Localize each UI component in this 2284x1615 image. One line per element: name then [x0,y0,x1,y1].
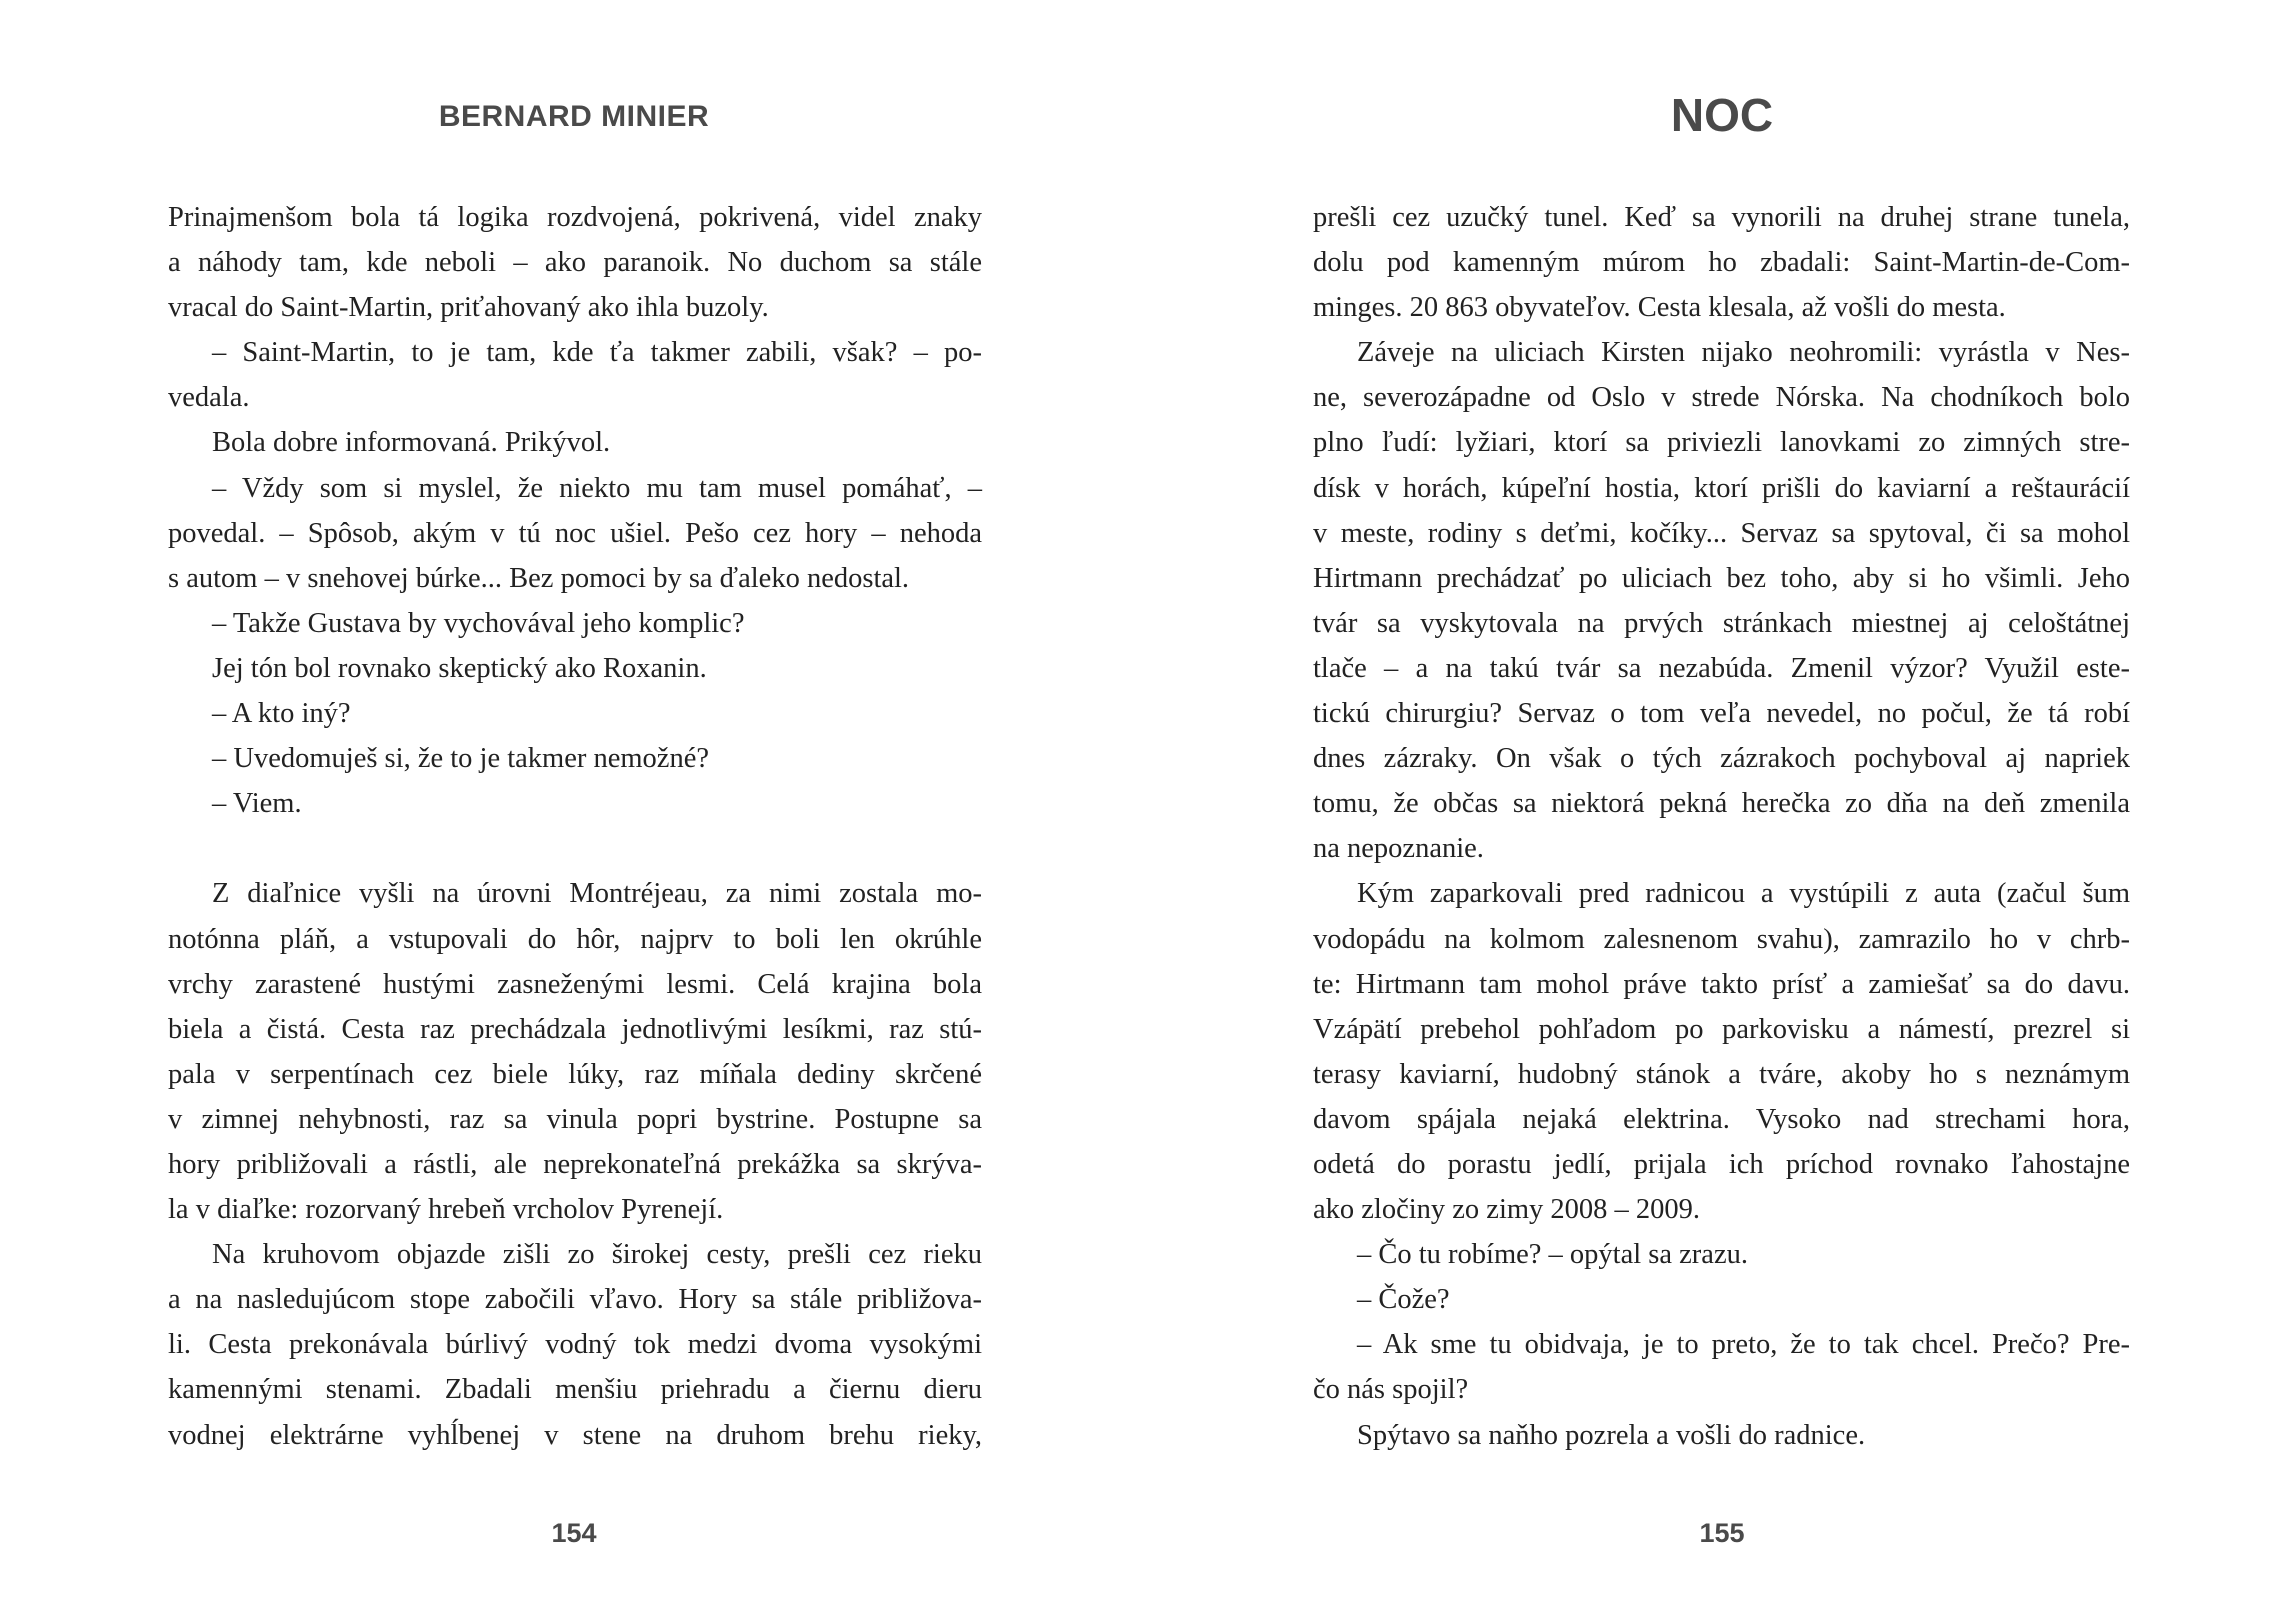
text-line: Spýtavo sa naňho pozrela a vošli do radnice. [1357,1419,1866,1451]
text-line: tlače – a na takú tvár sa nezabúda. Zmenil výzor? Využil este- [1313,652,2130,684]
text-line: dolu pod kamenným múrom ho zbadali: Saint-Martin-de-Com- [1313,247,2130,279]
text-line: tickú chirurgiu? Servaz o tom veľa nevedel, no počul, že tá robí [1313,698,2130,730]
text-line: s autom – v snehovej búrke... Bez pomoci by sa ďaleko nedostal. [168,562,910,594]
text-line: Záveje na uliciach Kirsten nijako neohromili: vyrástla v Nes- [1357,337,2130,369]
text-line: čo nás spojil? [1313,1374,1469,1406]
text-line: biela a čistá. Cesta raz prechádzala jednotlivými lesíkmi, raz stú- [168,1013,982,1045]
text-line: – Ak sme tu obidvaja, je to preto, že to tak chcel. Prečo? Pre- [1357,1329,2130,1361]
text-line: a náhody tam, kde neboli – ako paranoik. No duchom sa stále [168,247,982,279]
text-line: Kým zaparkovali pred radnicou a vystúpili z auta (začul šum [1357,878,2130,910]
text-line: Vzápätí prebehol pohľadom po parkovisku a námestí, prezrel si [1313,1013,2130,1045]
text-line: li. Cesta prekonávala búrlivý vodný tok medzi dvoma vysokými [168,1329,982,1361]
text-line: povedal. – Spôsob, akým v tú noc ušiel. Pešo cez hory – nehoda [168,517,982,549]
text-line: v zimnej nehybnosti, raz sa vinula popri bystrine. Postupne sa [168,1103,982,1135]
text-line: – Čo tu robíme? – opýtal sa zrazu. [1357,1239,1748,1271]
text-line: – A kto iný? [212,698,351,730]
text-line: Z diaľnice vyšli na úrovni Montréjeau, za nimi zostala mo- [212,878,982,910]
text-line: a na nasledujúcom stope zabočili vľavo. Hory sa stále približova- [168,1284,982,1316]
text-line: hory približovali a rástli, ale neprekonateľná prekážka sa skrýva- [168,1148,982,1180]
text-line: ako zločiny zo zimy 2008 – 2009. [1313,1194,1701,1226]
text-line: Jej tón bol rovnako skeptický ako Roxanin. [212,652,707,684]
running-head-title: NOC [1670,89,1774,141]
text-line: minges. 20 863 obyvateľov. Cesta klesala, až vošli do mesta. [1313,292,2006,324]
text-line: vracal do Saint-Martin, priťahovaný ako ihla buzoly. [168,292,769,324]
text-line: vedala. [168,382,250,414]
text-line: prešli cez uzučký tunel. Keď sa vynorili na druhej strane tunela, [1313,202,2130,233]
text-line: Prinajmenšom bola tá logika rozdvojená, pokrivená, videl znaky [168,202,982,233]
page-number-right: 155 [1699,1518,1745,1548]
text-line: – Čože? [1357,1284,1450,1316]
text-line: ne, severozápadne od Oslo v strede Nórska. Na chodníkoch bolo [1313,382,2130,414]
text-line: kamennými stenami. Zbadali menšiu priehradu a čiernu dieru [168,1374,982,1406]
text-line: – Vždy som si myslel, že niekto mu tam musel pomáhať, – [212,472,982,504]
text-line: davom spájala nejaká elektrina. Vysoko nad strechami hora, [1313,1103,2130,1135]
text-line: te: Hirtmann tam mohol práve takto prísť a zamiešať sa do davu. [1313,968,2130,1000]
text-line: pala v serpentínach cez biele lúky, raz míňala dediny skrčené [168,1058,982,1090]
text-line: Bola dobre informovaná. Prikývol. [212,427,611,459]
page-number-left: 154 [551,1518,597,1548]
right-text-column [1313,195,2130,1458]
text-line: Na kruhovom objazde zišli zo širokej cesty, prešli cez rieku [212,1239,982,1271]
text-line: dnes zázraky. On však o tých zázrakoch pochyboval aj napriek [1313,743,2130,775]
text-line: na nepoznanie. [1313,833,1484,865]
text-line: v meste, rodiny s deťmi, kočíky... Servaz sa spytoval, či sa mohol [1313,517,2130,549]
text-line: tomu, že občas sa niektorá pekná herečka zo dňa na deň zmenila [1313,788,2130,820]
text-line: la v diaľke: rozorvaný hrebeň vrcholov Pyrenejí. [168,1194,724,1226]
text-line: – Takže Gustava by vychovával jeho komplic? [212,607,745,639]
running-head-author: BERNARD MINIER [438,100,710,133]
text-line: vrchy zarastené hustými zasneženými lesmi. Celá krajina bola [168,968,982,1000]
text-line: vodnej elektrárne vyhĺbenej v stene na druhom brehu rieky, [168,1419,982,1451]
text-line: terasy kaviarní, hudobný stánok a tváre, akoby ho s neznámym [1313,1058,2130,1090]
text-line: – Saint-Martin, to je tam, kde ťa takmer zabili, však? – po- [212,337,982,369]
text-line: notónna pláň, a vstupovali do hôr, najprv to boli len okrúhle [168,923,982,955]
text-line: vodopádu na kolmom zalesnenom svahu), zamrazilo ho v chrb- [1313,923,2130,955]
text-line: – Uvedomuješ si, že to je takmer nemožné? [212,743,709,775]
text-line: – Viem. [212,788,302,820]
text-line: dísk v horách, kúpeľní hostia, ktorí prišli do kaviarní a reštaurácií [1313,472,2130,504]
text-line: plno ľudí: lyžiari, ktorí sa priviezli lanovkami zo zimných stre- [1313,427,2130,459]
text-line: Hirtmann prechádzať po uliciach bez toho, aby si ho všimli. Jeho [1313,562,2130,594]
text-line: odetá do porastu jedlí, prijala ich príchod rovnako ľahostajne [1313,1148,2130,1180]
text-line: tvár sa vyskytovala na prvých stránkach miestnej aj celoštátnej [1313,607,2130,639]
